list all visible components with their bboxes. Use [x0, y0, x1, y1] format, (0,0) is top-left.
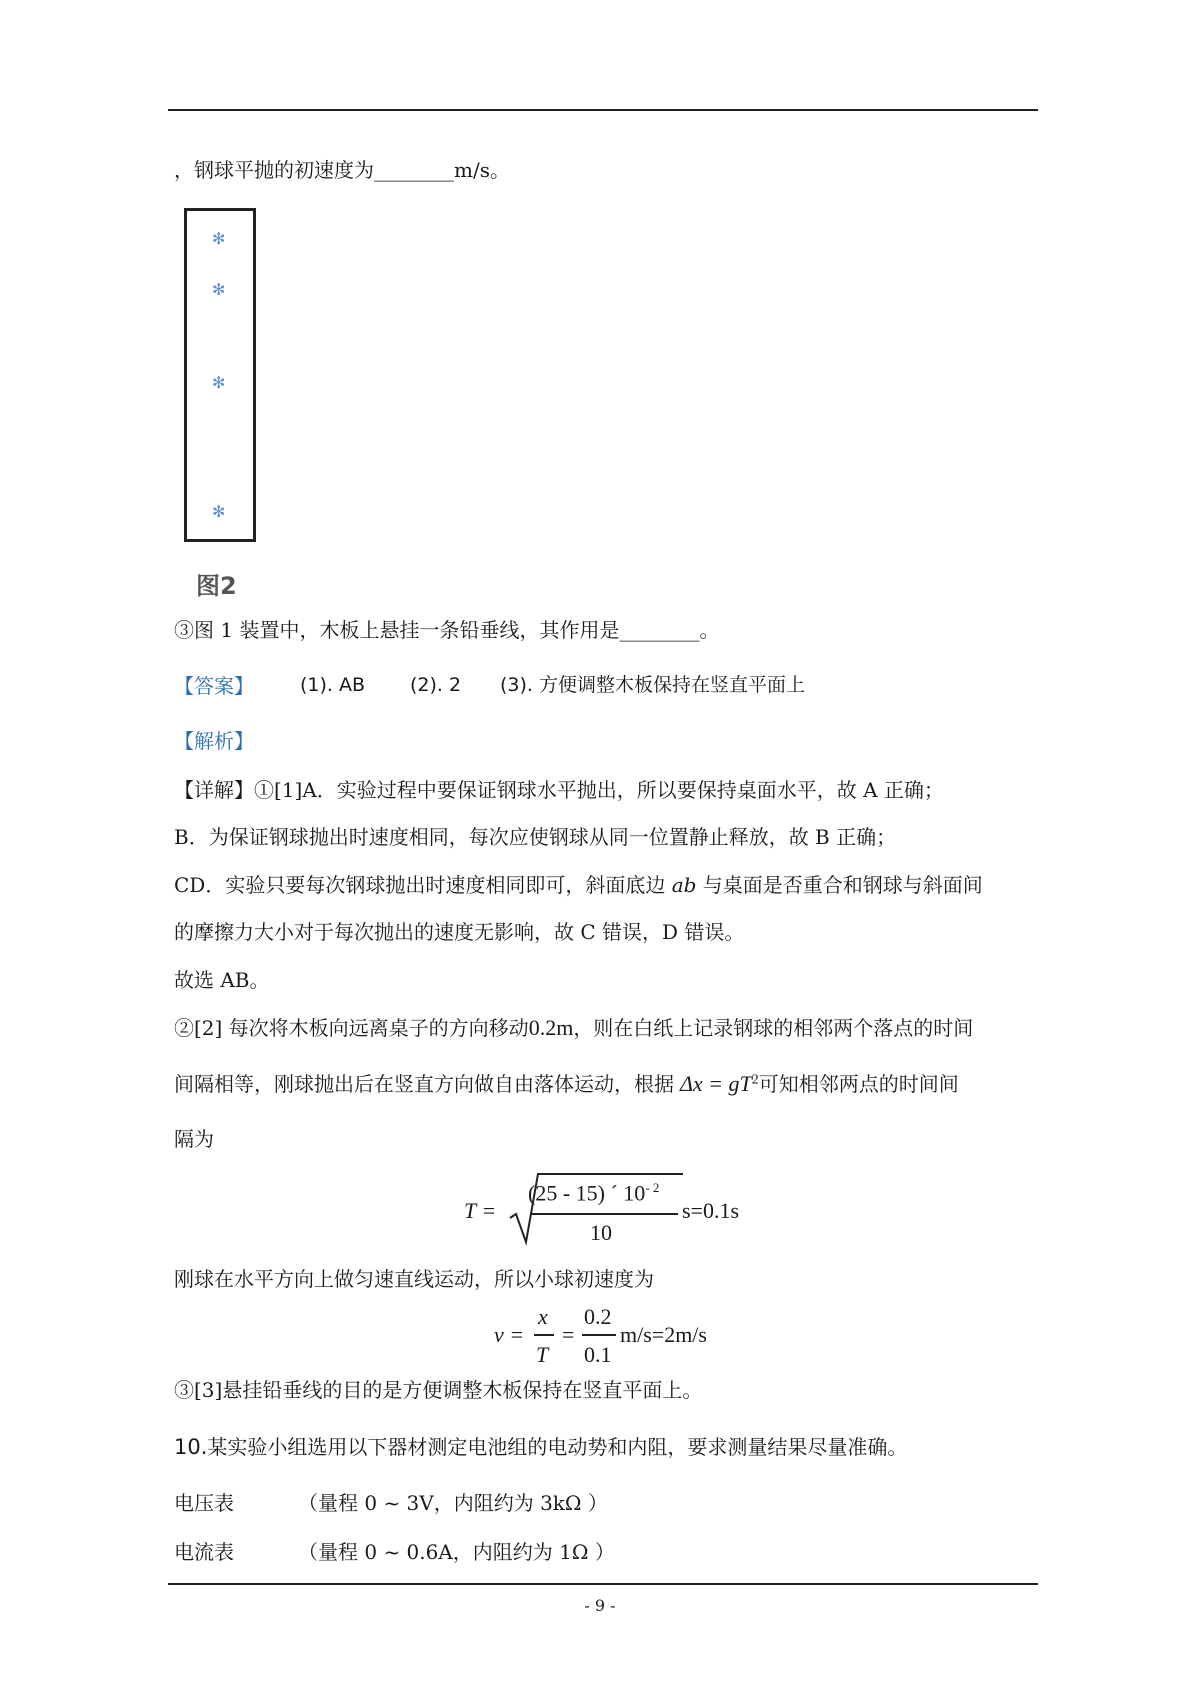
eq2-n2: 0.2	[584, 1304, 612, 1329]
distance-value: 0.2m	[528, 1015, 574, 1040]
q10-text: 某实验小组选用以下器材测定电池组的电动势和内阻，要求测量结果尽量准确。	[207, 1435, 908, 1459]
answer-tag: 【答案】	[174, 674, 254, 698]
figure-2-board	[184, 208, 256, 542]
voltmeter-desc: （量程 0 ~ 3V，内阻约为 3kΩ ）	[298, 1491, 608, 1515]
eq2-lhs: v =	[494, 1322, 525, 1347]
detail-line-9: 刚球在水平方向上做匀速直线运动，所以小球初速度为	[174, 1267, 654, 1291]
eq2-bar-2	[582, 1334, 616, 1336]
formula-exponent: 2	[751, 1072, 759, 1088]
landing-point-1: ✻	[212, 229, 226, 248]
ammeter-desc: （量程 0 ~ 0.6A，内阻约为 1Ω ）	[298, 1540, 615, 1564]
footer-rule	[168, 1583, 1038, 1585]
detail-line-8: 隔为	[174, 1127, 214, 1151]
figure-caption: 图2	[196, 572, 237, 600]
detail-line-5: 故选 AB。	[174, 968, 270, 992]
detail-line-3	[174, 875, 983, 895]
detail-line-4: 的摩擦力大小对于每次抛出的速度无影响，故 C 错误，D 错误。	[174, 920, 745, 944]
answer-3: (3). 方便调整木板保持在竖直平面上	[500, 674, 805, 696]
detail-line-6-a: ②[2] 每次将木板向远离桌子的方向移动	[174, 1016, 529, 1040]
answer-1: (1). AB	[300, 674, 366, 696]
q10-number: 10.	[174, 1435, 208, 1459]
landing-point-3: ✻	[212, 373, 226, 392]
eq1-rhs: s=0.1s	[682, 1198, 740, 1223]
formula-delta-x: Δx = gT	[680, 1071, 752, 1096]
eq1-fraction-bar	[530, 1213, 678, 1215]
eq2-bar-1	[534, 1334, 554, 1336]
eq1-lhs: T =	[464, 1198, 497, 1223]
line1-prefix: ，钢球平抛的初速度为	[174, 158, 374, 182]
eq2-eq: =	[562, 1322, 575, 1347]
detail-line-6	[174, 1017, 973, 1039]
detail-line-3-b: 与桌面是否重合和钢球与斜面间	[696, 873, 983, 897]
unit-text: m/s。	[454, 158, 510, 182]
eq2-d1: T	[536, 1342, 549, 1367]
detail-line-1: 【详解】①[1]A．实验过程中要保证钢球水平抛出，所以要保持桌面水平，故 A 正确；	[174, 778, 944, 802]
eq2-n1: x	[538, 1304, 548, 1329]
answer-row	[174, 674, 805, 698]
eq1-denominator: 10	[590, 1220, 612, 1245]
equipment-row-ammeter	[174, 1540, 615, 1564]
answer-blank: ________	[374, 158, 454, 182]
detail-line-6-b: ，则在白纸上记录钢球的相邻两个落点的时间	[573, 1016, 974, 1040]
eq2-rhs: m/s=2m/s	[620, 1322, 707, 1347]
analysis-tag: 【解析】	[174, 729, 254, 753]
detail-line-3-a: CD．实验只要每次钢球抛出时速度相同即可，斜面底边	[174, 873, 672, 897]
detail-line-7	[174, 1073, 959, 1095]
ammeter-name: 电流表	[174, 1540, 234, 1564]
page-number: - 9 -	[584, 1596, 616, 1615]
detail-line-2: B．为保证钢球抛出时速度相同，每次应使钢球从同一位置静止释放，故 B 正确；	[174, 825, 897, 849]
detail-line-7-b: 可知相邻两点的时间间	[758, 1072, 959, 1096]
question-3: ③图 1 装置中，木板上悬挂一条铅垂线，其作用是________。	[174, 618, 720, 642]
segment-ab: ab	[671, 873, 697, 897]
question-line	[174, 160, 510, 180]
detail-line-10: ③[3]悬挂铅垂线的目的是方便调整木板保持在竖直平面上。	[174, 1378, 703, 1402]
detail-line-7-a: 间隔相等，刚球抛出后在竖直方向做自由落体运动，根据	[174, 1072, 674, 1096]
landing-point-4: ✻	[212, 502, 226, 521]
voltmeter-name: 电压表	[174, 1491, 234, 1515]
answer-2: (2). 2	[410, 674, 462, 696]
equipment-row-voltmeter	[174, 1491, 608, 1515]
landing-point-2: ✻	[212, 280, 226, 299]
eq2-d2: 0.1	[584, 1342, 612, 1367]
header-rule	[168, 109, 1038, 111]
question-10	[174, 1437, 907, 1458]
eq1-numerator: (25 - 15) ´ $10^{- 2}$	[528, 1180, 660, 1206]
